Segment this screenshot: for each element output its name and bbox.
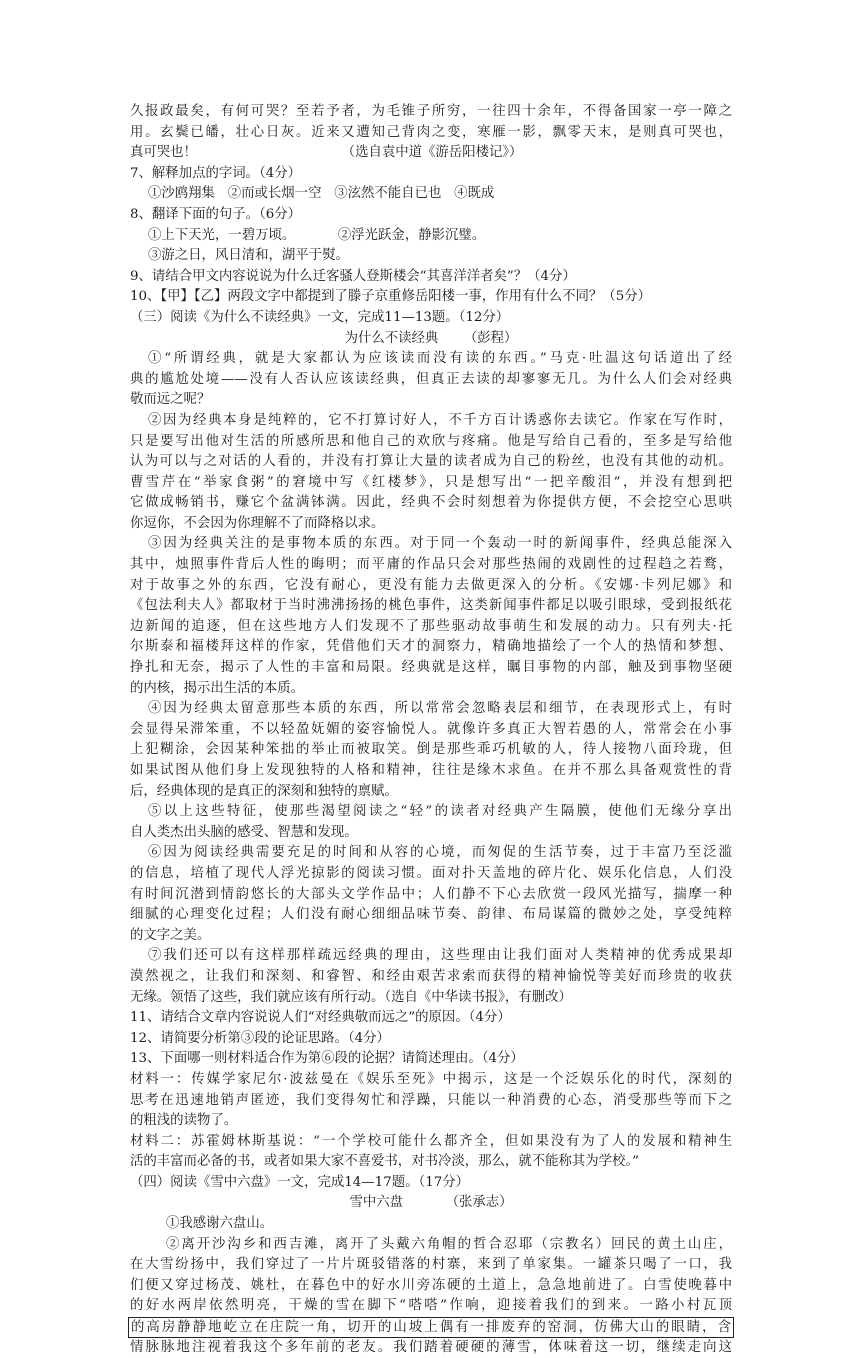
- text-line: ⑤以上这些特征，使那些渴望阅读之“轻”的读者对经典产生隔膜，使他们无缘分享出: [148, 804, 732, 820]
- text-line: 11、请结合文章内容说说人们“对经典敬而远之”的原因。（4分）: [130, 1010, 511, 1026]
- text-line: ⑥因为阅读经典需要充足的时间和从容的心境，而匆促的生活节奏，过于丰富乃至泛滥: [148, 845, 732, 861]
- text-line: 只是要写出他对生活的所感所思和他自己的欢欣与疼痛。他是写给自己看的，至多是写给他: [130, 433, 732, 449]
- text-line: 认为可以与之对话的人看的，并没有打算让大量的读者成为自己的粉丝，也没有其他的动机。: [130, 454, 732, 470]
- text-line: ③游之日，风日清和，湖平于熨。: [148, 248, 349, 264]
- text-line: 曹雪芹在“举家食粥”的窘境中写《红楼梦》，只是想写出“一把辛酸泪”，并没有想到把: [130, 474, 732, 490]
- text-line: 有时间沉潜到情韵悠长的大部头文学作品中；人们静不下心去欣赏一段风光描写，揣摩一种: [130, 886, 732, 902]
- text-line: 敬而远之呢？: [130, 392, 211, 408]
- text-line: 材料二：苏霍姆林斯基说：“一个学校可能什么都齐全，但如果没有为了人的发展和精神生: [130, 1133, 732, 1149]
- text-line: 真可哭也！ （选自袁中道《游岳阳楼记》）: [130, 145, 523, 161]
- text-line: 其中，烛照事件背后人性的晦明；而平庸的作品只会对那些热闹的戏剧性的过程趋之若鹜，: [130, 557, 732, 573]
- text-line: 你逗你，不会因为你理解不了而降格以求。: [130, 515, 385, 531]
- text-line: 会显得呆滞笨重，不以轻盈妩媚的姿容愉悦人。就像许多真正大智若愚的人，常常会在小事: [130, 721, 732, 737]
- text-line: 思考在迅速地销声匿迹，我们变得匆忙和浮躁，只能以一种消费的心态，消受那些等而下之: [130, 1092, 732, 1108]
- text-line: 13、下面哪一则材料适合作为第⑥段的论据？请简述理由。（4分）: [130, 1051, 524, 1067]
- text-line: 活的丰富而必备的书，或者如果大家不喜爱书，对书冷淡，那么，就不能称其为学校。”: [130, 1154, 639, 1170]
- text-line: 它做成畅销书，赚它个盆满钵满。因此，经典不会时刻想着为你提供方便，不会挖空心思哄: [130, 495, 732, 511]
- text-line: 久报政最矣，有何可哭？至若予者，为毛锥子所穷，一往四十余年，不得备国家一亭一障之: [130, 104, 732, 119]
- text-line: ④因为经典太留意那些本质的东西，所以常常会忽略表层和细节，在表现形式上，有时: [148, 701, 732, 717]
- text-line: ②因为经典本身是纯粹的，它不打算讨好人，不千方百计诱惑你去读它。作家在写作时，: [148, 412, 732, 428]
- text-line: （三）阅读《为什么不读经典》一文，完成11—13题。（12分）: [130, 309, 510, 325]
- text-line: 的粗浅的读物了。: [130, 1113, 238, 1129]
- text-line: 自人类杰出头脑的感受、智慧和发现。: [130, 824, 358, 840]
- text-line: ①上下天光，一碧万顷。 ②浮光跃金，静影沉璧。: [148, 227, 486, 243]
- text-line: 在大雪纷扬中，我们穿过了一片片斑驳错落的村寨，来到了单家集。一罐茶只喝了一口，我: [130, 1257, 732, 1273]
- text-line: 上犯糊涂，会因某种笨拙的举止而被取笑。倒是那些乖巧机敏的人，待人接物八面玲珑，但: [130, 742, 732, 758]
- text-line: 尔斯泰和福楼拜这样的作家，凭借他们天才的洞察力，精确地描绘了一个人的热情和梦想、: [130, 639, 732, 655]
- text-line: 如果试图从他们身上发现独特的人格和精神，往往是缘木求鱼。在并不那么具备观赏性的背: [130, 763, 732, 778]
- text-line: 雪中六盘 （张承志）: [349, 1195, 513, 1211]
- text-line: ①沙鸥翔集 ②而或长烟一空 ③泫然不能自已也 ④既成: [148, 186, 495, 202]
- text-line: 细腻的心理变化过程；人们没有耐心细细品味节奏、韵律、布局谋篇的微妙之处，享受纯粹: [130, 907, 732, 923]
- text-line: ③因为经典关注的是事物本质的东西。对于同一个轰动一时的新闻事件，经典总能深入: [148, 536, 732, 552]
- text-line: 对于故事之外的东西，它没有耐心，更没有能力去做更深入的分析。《安娜·卡列尼娜》和: [130, 577, 732, 593]
- text-line: 材料一：传媒学家尼尔·波兹曼在《娱乐至死》中揭示，这是一个泛娱乐化的时代，深刻的: [130, 1071, 732, 1087]
- text-line: 边新闻的追逐，但在这些地方人们发现不了那些驱动故事萌生和发展的动力。只有列夫·托: [130, 618, 732, 634]
- document-page: [130, 102, 732, 1358]
- text-line: 漠然视之，让我们和深刻、和睿智、和经由艰苦求索而获得的精神愉悦等美好而珍贵的收获: [130, 968, 732, 984]
- text-line: 用。玄鬓已皤，壮心日灰。近来又遭知己背肉之变，寒雁一影，飘零天末，是则真可哭也，: [130, 124, 732, 140]
- text-line: 后，经典体现的是真正的深刻和独特的禀赋。: [130, 783, 398, 799]
- text-line: ②离开沙沟乡和西吉滩，离开了头戴六角帽的哲合忍耶（宗教名）回民的黄土山庄，: [166, 1236, 732, 1252]
- text-line: 的信息，培植了现代人浮光掠影的阅读习惯。面对扑天盖地的碎片化、娱乐化信息，人们没: [130, 865, 732, 881]
- text-line: 9、请结合甲文内容说说为什么迁客骚人登斯楼会“其喜洋洋者矣”？（4分）: [130, 268, 576, 284]
- text-line: 情脉脉地注视着我这个多年前的老友。我们踏着硬硬的薄雪，体味着这一切，继续走向这: [130, 1339, 732, 1355]
- text-line: ①我感谢六盘山。: [166, 1216, 274, 1232]
- text-line: 们便又穿过杨茂、姚杜，在暮色中的好水川旁冻硬的土道上，急急地前进了。白雪使晚暮中: [130, 1277, 732, 1293]
- text-line: 典的尴尬处境——没有人否认应该读经典，但真正去读的却寥寥无几。为什么人们会对经典: [130, 371, 732, 387]
- text-line: 无缘。领悟了这些，我们就应该有所行动。（选自《中华读书报》，有删改）: [130, 989, 572, 1005]
- text-line: 10、【甲】【乙】两段文字中都提到了滕子京重修岳阳楼一事，作用有什么不同？（5分）: [130, 289, 651, 305]
- text-line: 的高房静静地屹立在庄院一角，切开的山坡上偶有一排废弃的窑洞，仿佛大山的眼睛，含: [128, 1317, 734, 1338]
- text-line: ①“所谓经典，就是大家都认为应该读而没有读的东西。”马克·吐温这句话道出了经: [148, 351, 732, 367]
- text-line: 《包法利夫人》都取材于当时沸沸扬扬的桃色事件，这类新闻事件都足以吸引眼球，受到报纸花: [130, 598, 732, 614]
- text-line: 的好水两岸依然明亮，干燥的雪在脚下“嗒嗒”作响，迎接着我们的到来。一路小村瓦顶: [130, 1298, 732, 1314]
- text-line: 的内核，揭示出生活的本质。: [130, 680, 305, 696]
- text-line: 12、请简要分析第③段的论证思路。（4分）: [130, 1030, 390, 1046]
- text-line: 为什么不读经典 （彭程）: [344, 330, 518, 346]
- text-line: 的文字之美。: [130, 927, 211, 943]
- text-line: 8、翻译下面的句子。（6分）: [130, 206, 302, 222]
- text-line: （四）阅读《雪中六盘》一文，完成14—17题。（17分）: [130, 1174, 470, 1190]
- text-line: ⑦我们还可以有这样那样疏远经典的理由，这些理由让我们面对人类精神的优秀成果却: [148, 948, 732, 964]
- text-line: 7、解释加点的字词。（4分）: [130, 165, 302, 181]
- text-line: 挣扎和无奈，揭示了人性的丰富和局限。经典就是这样，瞩目事物的内部，触及到事物坚硬: [130, 660, 732, 676]
